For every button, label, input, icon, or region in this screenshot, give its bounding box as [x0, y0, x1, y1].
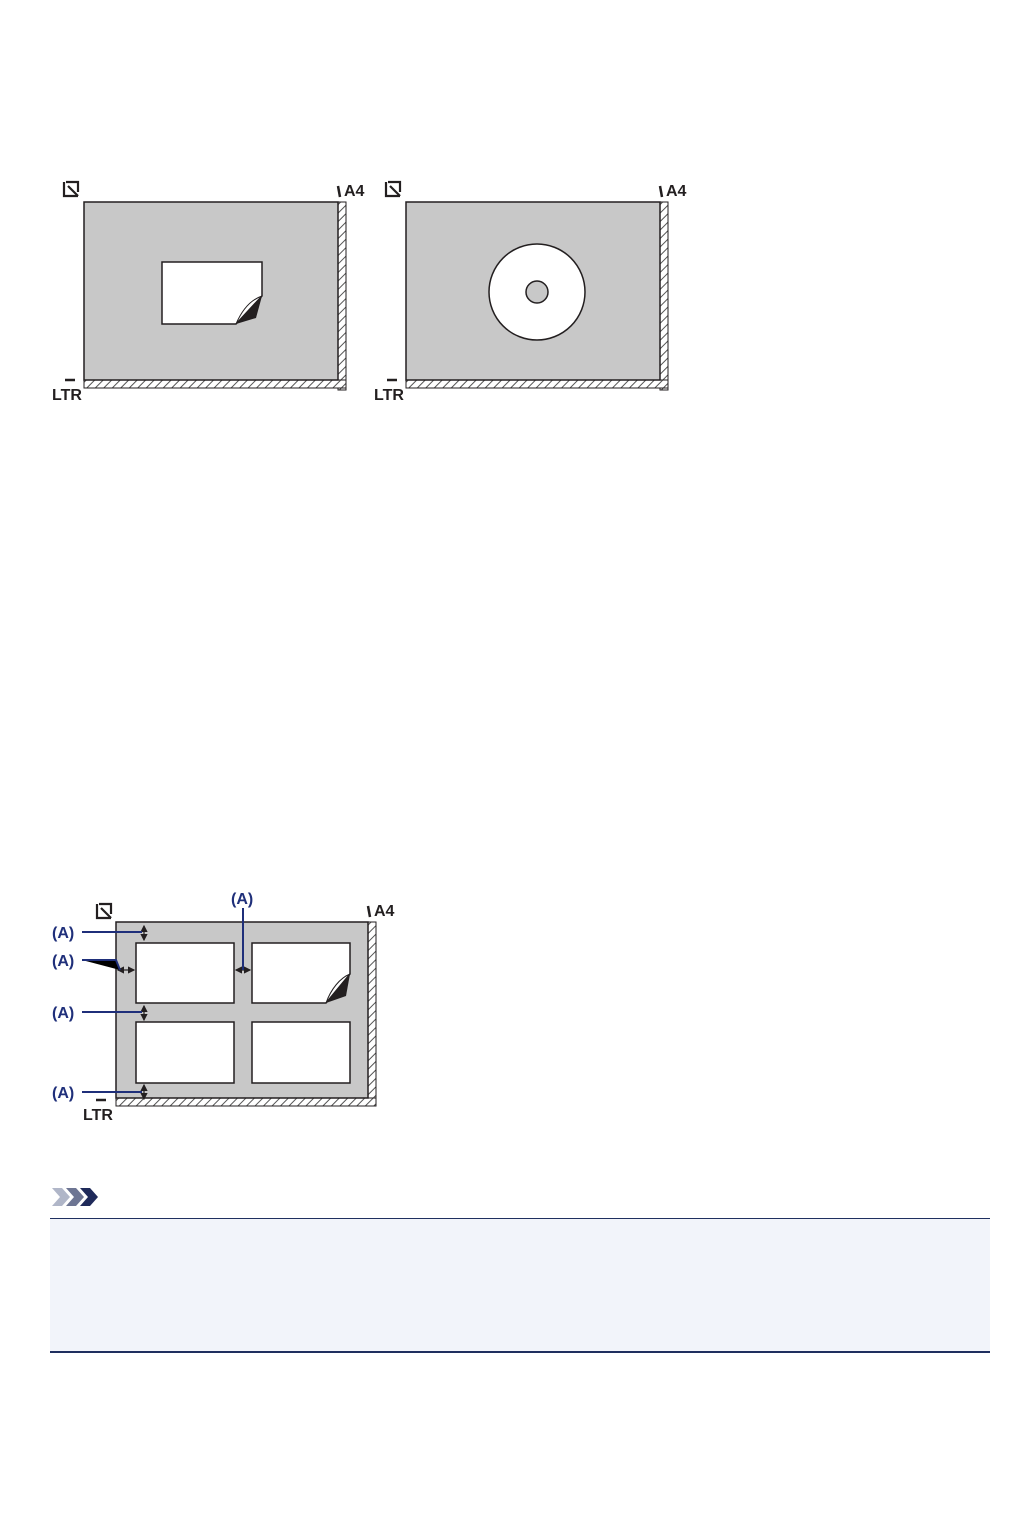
alignment-mark-icon: [64, 182, 78, 196]
spacing-label-4: (A): [52, 1085, 75, 1102]
a4-label: A4: [344, 183, 365, 200]
ltr-label: LTR: [374, 387, 404, 404]
photo-4: [252, 1022, 350, 1083]
note-box: [50, 1218, 990, 1353]
hatched-edge-bottom: [116, 1098, 376, 1106]
a4-label: A4: [374, 903, 395, 920]
a4-label: A4: [666, 183, 687, 200]
alignment-mark-icon: [97, 904, 111, 918]
ltr-label: LTR: [52, 387, 82, 404]
photo-2: [252, 943, 350, 1003]
photo-document-icon: [162, 262, 262, 324]
photo-1: [136, 943, 234, 1003]
note-chevrons-icon: [50, 1186, 100, 1208]
photo-3: [136, 1022, 234, 1083]
hatched-edge-right: [368, 922, 376, 1106]
disc-icon: [489, 244, 585, 340]
hatched-edge-right: [660, 202, 668, 390]
platen-diagram-disc: [372, 178, 687, 406]
spacing-label-2: (A): [52, 953, 75, 970]
hatched-edge-bottom: [406, 380, 668, 388]
ltr-label: LTR: [83, 1107, 113, 1124]
spacing-label-top: (A): [231, 891, 254, 908]
spacing-label-1: (A): [52, 925, 75, 942]
alignment-mark-icon: [386, 182, 400, 196]
hatched-edge-right: [338, 202, 346, 390]
spacing-label-3: (A): [52, 1005, 75, 1022]
platen-diagram-photo: [50, 178, 365, 406]
hatched-edge-bottom: [84, 380, 346, 388]
platen-diagram-multiple: [50, 886, 402, 1126]
